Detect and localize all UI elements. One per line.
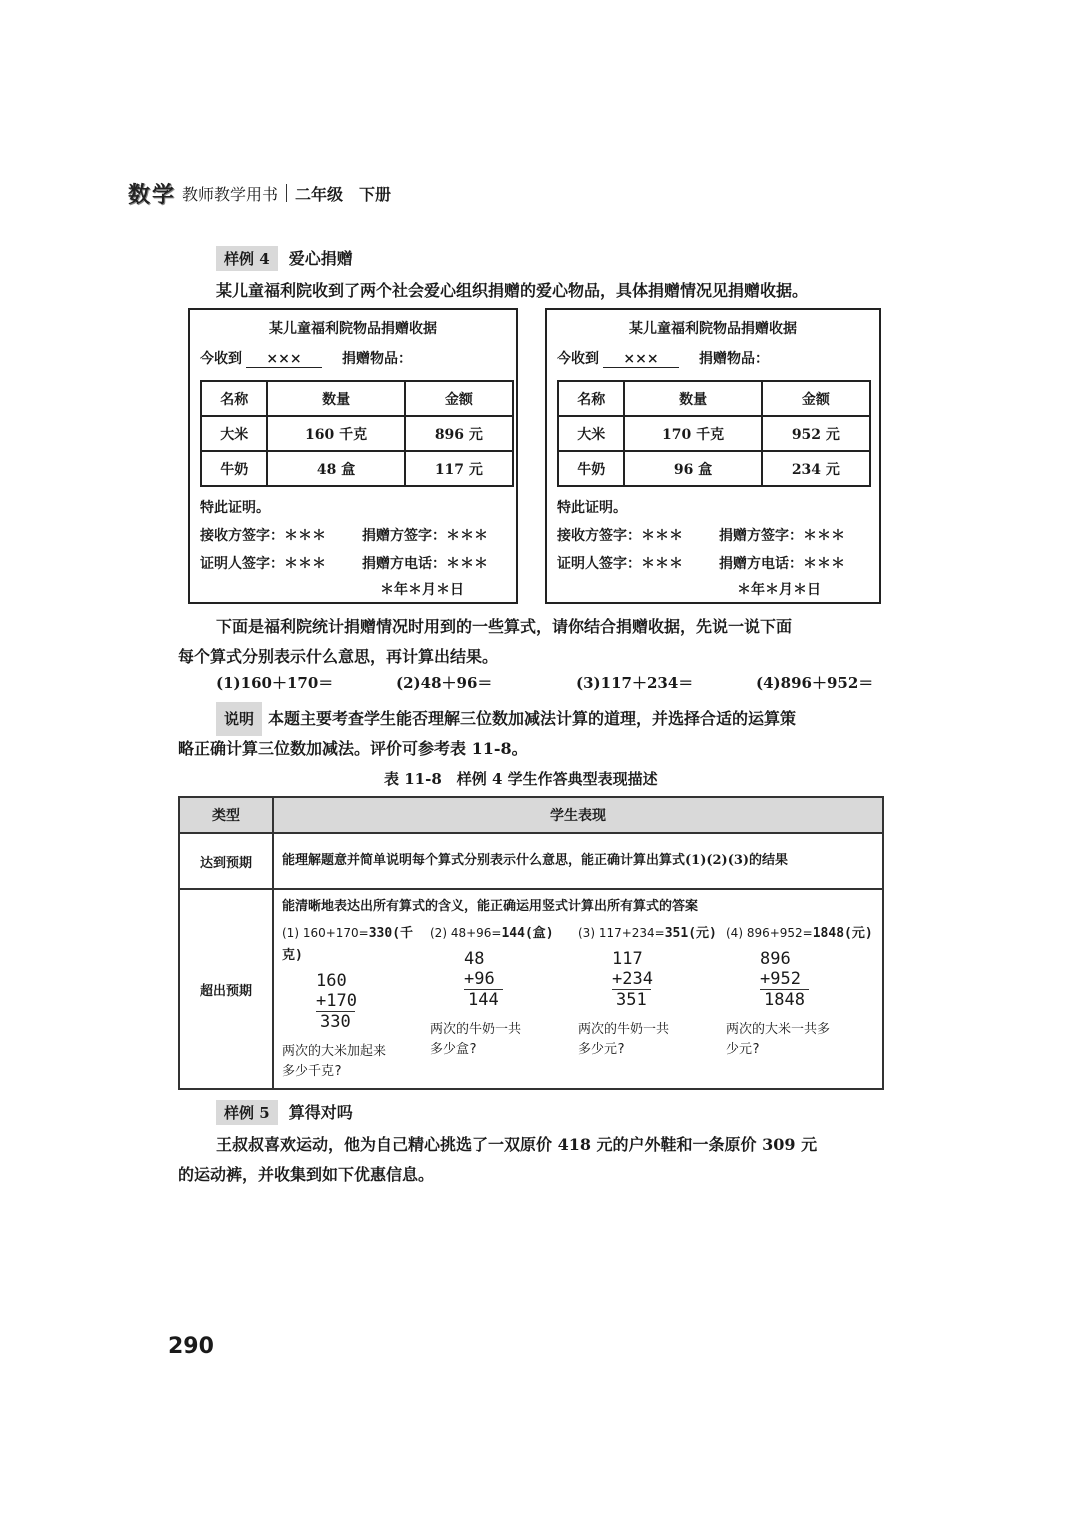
expression-item: (1)160＋170＝ <box>216 674 334 692</box>
table-header-row <box>201 381 513 416</box>
example5-heading <box>216 1100 353 1125</box>
calc-answer: 330(千克) <box>282 926 414 963</box>
note-line: 多少千克? <box>282 1064 342 1079</box>
table-row <box>179 833 883 889</box>
signature-row <box>200 525 516 545</box>
student-work <box>282 922 874 1082</box>
addend-1: 160 <box>316 971 347 991</box>
note-line: 两次的大米一共多 <box>726 1022 831 1037</box>
student-note <box>430 1020 578 1060</box>
student-note <box>578 1020 726 1060</box>
note-line: 少元? <box>726 1042 760 1057</box>
running-header <box>128 176 391 210</box>
book-title: 教师教学用书 <box>182 184 279 204</box>
header-cell-performance: 学生表现 <box>273 797 883 833</box>
vertical-calc <box>760 949 874 1010</box>
note-line-1 <box>216 702 796 736</box>
student-calc-4 <box>726 922 874 1082</box>
receipt-title: 某儿童福利院物品捐赠收据 <box>269 321 437 337</box>
vertical-calc <box>464 949 578 1010</box>
expression-item: (3)117＋234＝ <box>576 674 694 692</box>
vertical-calc <box>316 971 430 1032</box>
receipt-title: 某儿童福利院物品捐赠收据 <box>629 321 797 337</box>
received-label: 今收到 <box>557 351 599 367</box>
calc-answer: 351(元) <box>664 926 717 941</box>
example4-tag: 样例 4 <box>216 246 278 271</box>
question-line-1: 下面是福利院统计捐赠情况时用到的一些算式，请你结合捐赠收据，先说一说下面 <box>216 617 793 636</box>
table-row <box>558 451 870 486</box>
header-cell: 数量 <box>624 381 761 416</box>
receiver-signature: 接收方签字：＊＊＊ <box>557 528 683 544</box>
addend-1: 896 <box>760 949 791 969</box>
calc-answer: 144(盒) <box>501 926 554 941</box>
received-value: ××× <box>246 351 322 368</box>
row-type: 超出预期 <box>179 889 273 1089</box>
table-cell: 牛奶 <box>201 451 267 486</box>
calc-equation: (4) 896+952= <box>726 926 813 940</box>
signature-row <box>200 553 516 573</box>
note-line: 两次的牛奶一共 <box>430 1022 522 1037</box>
table-cell: 大米 <box>558 416 624 451</box>
items-label: 捐赠物品： <box>342 351 412 367</box>
note-line: 多少元? <box>578 1042 625 1057</box>
calc-equation: (1) 160+170= <box>282 926 369 940</box>
table-row <box>558 416 870 451</box>
note-line: 两次的牛奶一共 <box>578 1022 670 1037</box>
example5-title: 算得对吗 <box>288 1103 353 1122</box>
student-note <box>282 1042 430 1082</box>
addend-1: 48 <box>464 949 485 969</box>
donor-signature: 捐赠方签字：＊＊＊ <box>362 528 488 544</box>
table-cell: 117 元 <box>405 451 513 486</box>
evaluation-table <box>178 796 884 1090</box>
donor-signature: 捐赠方签字：＊＊＊ <box>719 528 845 544</box>
note-line: 两次的大米加起来 <box>282 1044 387 1059</box>
grade-label: 二年级 下册 <box>295 184 392 204</box>
donor-phone: 捐赠方电话：＊＊＊ <box>362 556 488 572</box>
table-row <box>201 416 513 451</box>
header-cell: 名称 <box>201 381 267 416</box>
expression-item: (2)48＋96＝ <box>396 674 493 692</box>
calc-answer: 1848(元) <box>812 926 873 941</box>
donation-receipt-2 <box>545 308 881 604</box>
note-text-1: 本题主要考查学生能否理解三位数加减法计算的道理，并选择合适的运算策 <box>268 709 797 728</box>
addend-2: +952 <box>760 969 801 989</box>
header-divider <box>286 184 287 202</box>
receipt-table <box>200 380 514 487</box>
signature-row <box>557 525 879 545</box>
example5-line-2: 的运动裤，并收集到如下优惠信息。 <box>178 1165 435 1184</box>
table-cell: 160 千克 <box>267 416 404 451</box>
header-cell: 金额 <box>762 381 870 416</box>
calc-equation: (2) 48+96= <box>430 926 502 940</box>
header-cell: 金额 <box>405 381 513 416</box>
table-cell: 48 盒 <box>267 451 404 486</box>
sum: 1848 <box>760 989 809 1010</box>
vertical-calc <box>612 949 726 1010</box>
addend-1: 117 <box>612 949 643 969</box>
header-cell: 数量 <box>267 381 404 416</box>
receiver-signature: 接收方签字：＊＊＊ <box>200 528 326 544</box>
student-calc-1 <box>282 922 430 1082</box>
items-label: 捐赠物品： <box>699 351 769 367</box>
student-calc-2 <box>430 922 578 1082</box>
header-cell: 名称 <box>558 381 624 416</box>
witness-signature: 证明人签字：＊＊＊ <box>557 556 683 572</box>
table-cell: 170 千克 <box>624 416 761 451</box>
table-header-row <box>558 381 870 416</box>
table-cell: 大米 <box>201 416 267 451</box>
expression-list <box>216 672 936 693</box>
note-tag: 说明 <box>216 702 262 736</box>
table-cell: 952 元 <box>762 416 870 451</box>
row-description: 能理解题意并简单说明每个算式分别表示什么意思，能正确计算出算式(1)(2)(3)的结果 <box>273 833 883 889</box>
example4-title: 爱心捐赠 <box>288 249 353 268</box>
sum: 144 <box>464 989 503 1010</box>
addend-2: +96 <box>464 969 495 989</box>
certify-text: 特此证明。 <box>557 500 627 516</box>
table-header-row <box>179 797 883 833</box>
table-row <box>201 451 513 486</box>
note-line-2: 略正确计算三位数加减法。评价可参考表 11-8。 <box>178 739 528 758</box>
table-caption: 表 11-8 样例 4 学生作答典型表现描述 <box>384 770 658 788</box>
example4-intro: 某儿童福利院收到了两个社会爱心组织捐赠的爱心物品，具体捐赠情况见捐赠收据。 <box>216 281 809 300</box>
page-number: 290 <box>168 1334 214 1359</box>
student-note <box>726 1020 874 1060</box>
addend-2: +170 <box>316 991 357 1011</box>
witness-signature: 证明人签字：＊＊＊ <box>200 556 326 572</box>
receipt-received-line <box>200 348 516 368</box>
note-line: 多少盒? <box>430 1042 477 1057</box>
table-cell: 牛奶 <box>558 451 624 486</box>
receipt-received-line <box>557 348 879 368</box>
expression-item: (4)896＋952＝ <box>756 674 874 692</box>
row-type: 达到预期 <box>179 833 273 889</box>
certify-text: 特此证明。 <box>200 500 270 516</box>
row-description-cell <box>273 889 883 1089</box>
signature-row <box>557 553 879 573</box>
receipt-date: ＊年＊月＊日 <box>380 582 464 598</box>
sum: 351 <box>612 989 651 1010</box>
received-value: ××× <box>603 351 679 368</box>
calc-equation: (3) 117+234= <box>578 926 665 940</box>
example4-heading <box>216 246 353 271</box>
table-cell: 234 元 <box>762 451 870 486</box>
receipt-table <box>557 380 871 487</box>
subject-logo: 数学 <box>128 182 177 208</box>
header-cell-type: 类型 <box>179 797 273 833</box>
table-cell: 96 盒 <box>624 451 761 486</box>
question-line-2: 每个算式分别表示什么意思，再计算出结果。 <box>178 647 499 666</box>
received-label: 今收到 <box>200 351 242 367</box>
row-description: 能清晰地表达出所有算式的含义，能正确运用竖式计算出所有算式的答案 <box>282 899 699 914</box>
example5-tag: 样例 5 <box>216 1100 278 1125</box>
example5-line-1: 王叔叔喜欢运动，他为自己精心挑选了一双原价 418 元的户外鞋和一条原价 309 元 <box>216 1135 818 1154</box>
donor-phone: 捐赠方电话：＊＊＊ <box>719 556 845 572</box>
student-calc-3 <box>578 922 726 1082</box>
addend-2: +234 <box>612 969 653 989</box>
receipt-date: ＊年＊月＊日 <box>737 582 821 598</box>
table-row <box>179 889 883 1089</box>
sum: 330 <box>316 1011 355 1032</box>
table-cell: 896 元 <box>405 416 513 451</box>
donation-receipt-1 <box>188 308 518 604</box>
